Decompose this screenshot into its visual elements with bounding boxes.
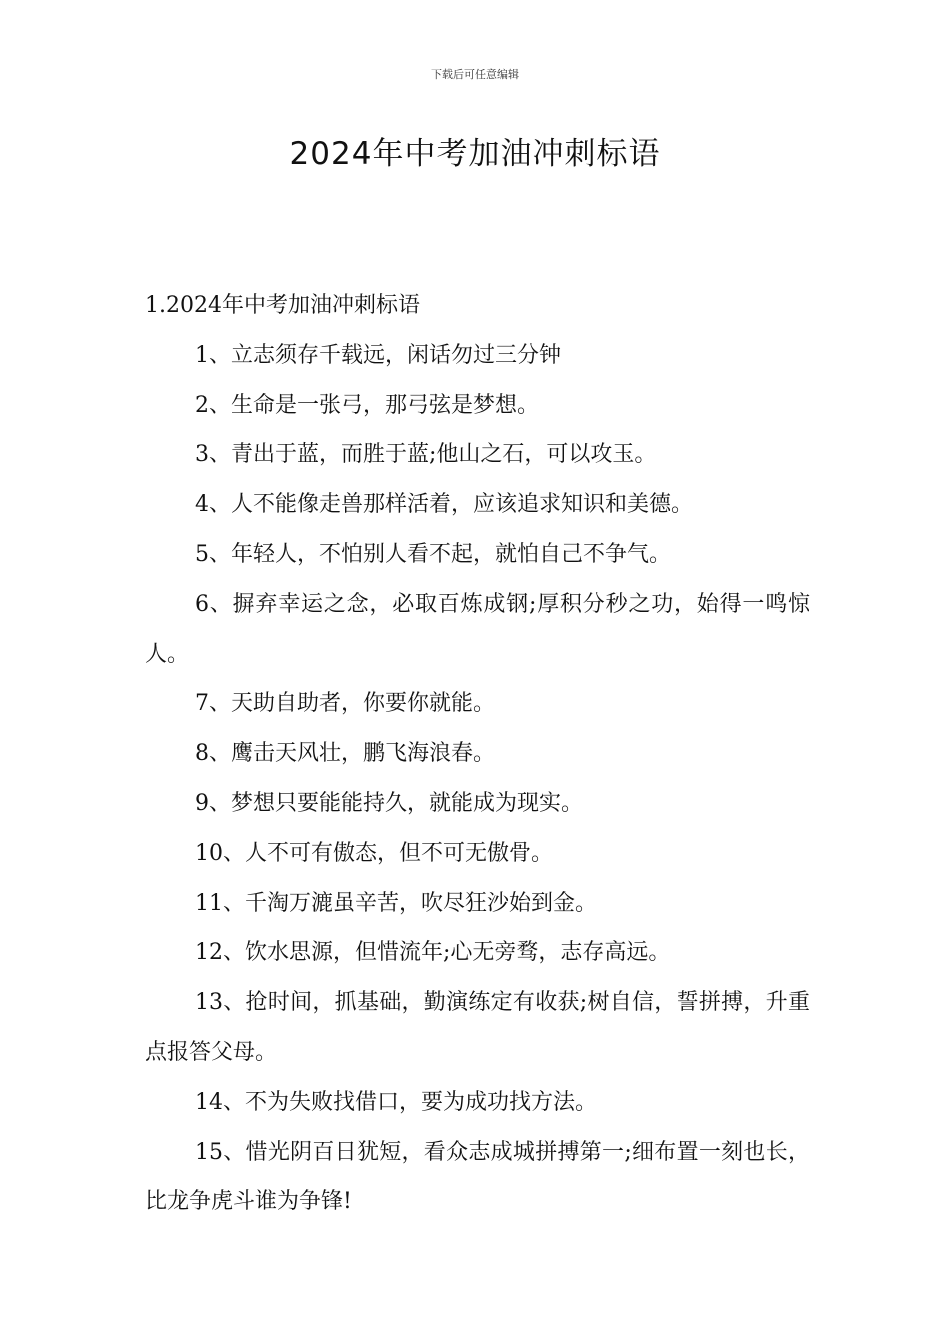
slogan-item-3: 3、青出于蓝，而胜于蓝;他山之石，可以攻玉。 (195, 442, 657, 468)
slogan-item-9: 9、梦想只要能能持久，就能成为现实。 (195, 790, 583, 816)
slogan-item-7: 7、天助自助者，你要你就能。 (195, 691, 495, 717)
slogan-item-14: 14、不为失败找借口，要为成功找方法。 (195, 1089, 597, 1115)
document-title: 2024年中考加油冲刺标语 (289, 136, 661, 172)
header-note: 下载后可任意编辑 (431, 68, 519, 81)
slogan-item-10: 10、人不可有傲态，但不可无傲骨。 (195, 840, 553, 866)
slogan-item-12: 12、饮水思源，但惜流年;心无旁骛，志存高远。 (195, 940, 671, 966)
document-body (145, 281, 810, 1227)
slogan-item-2: 2、生命是一张弓，那弓弦是梦想。 (195, 392, 539, 418)
slogan-item-11: 11、千淘万漉虽辛苦，吹尽狂沙始到金。 (195, 890, 597, 916)
slogan-item-1: 1、立志须存千载远，闲话勿过三分钟 (195, 342, 561, 368)
slogan-item-4: 4、人不能像走兽那样活着，应该追求知识和美德。 (195, 492, 693, 518)
slogan-item-15: 15、惜光阴百日犹短，看众志成城拼搏第一;细布置一刻也长，比龙争虎斗谁为争锋! (145, 1139, 810, 1215)
slogan-item-8: 8、鹰击天风壮，鹏飞海浪春。 (195, 741, 495, 767)
slogan-item-5: 5、年轻人，不怕别人看不起，就怕自己不争气。 (195, 541, 671, 567)
slogan-item-6: 6、摒弃幸运之念，必取百炼成钢;厚积分秒之功，始得一鸣惊人。 (145, 591, 810, 667)
section-heading: 1.2024年中考加油冲刺标语 (145, 293, 420, 318)
slogan-item-13: 13、抢时间，抓基础，勤演练定有收获;树自信，誓拼搏，升重点报答父母。 (145, 990, 810, 1065)
